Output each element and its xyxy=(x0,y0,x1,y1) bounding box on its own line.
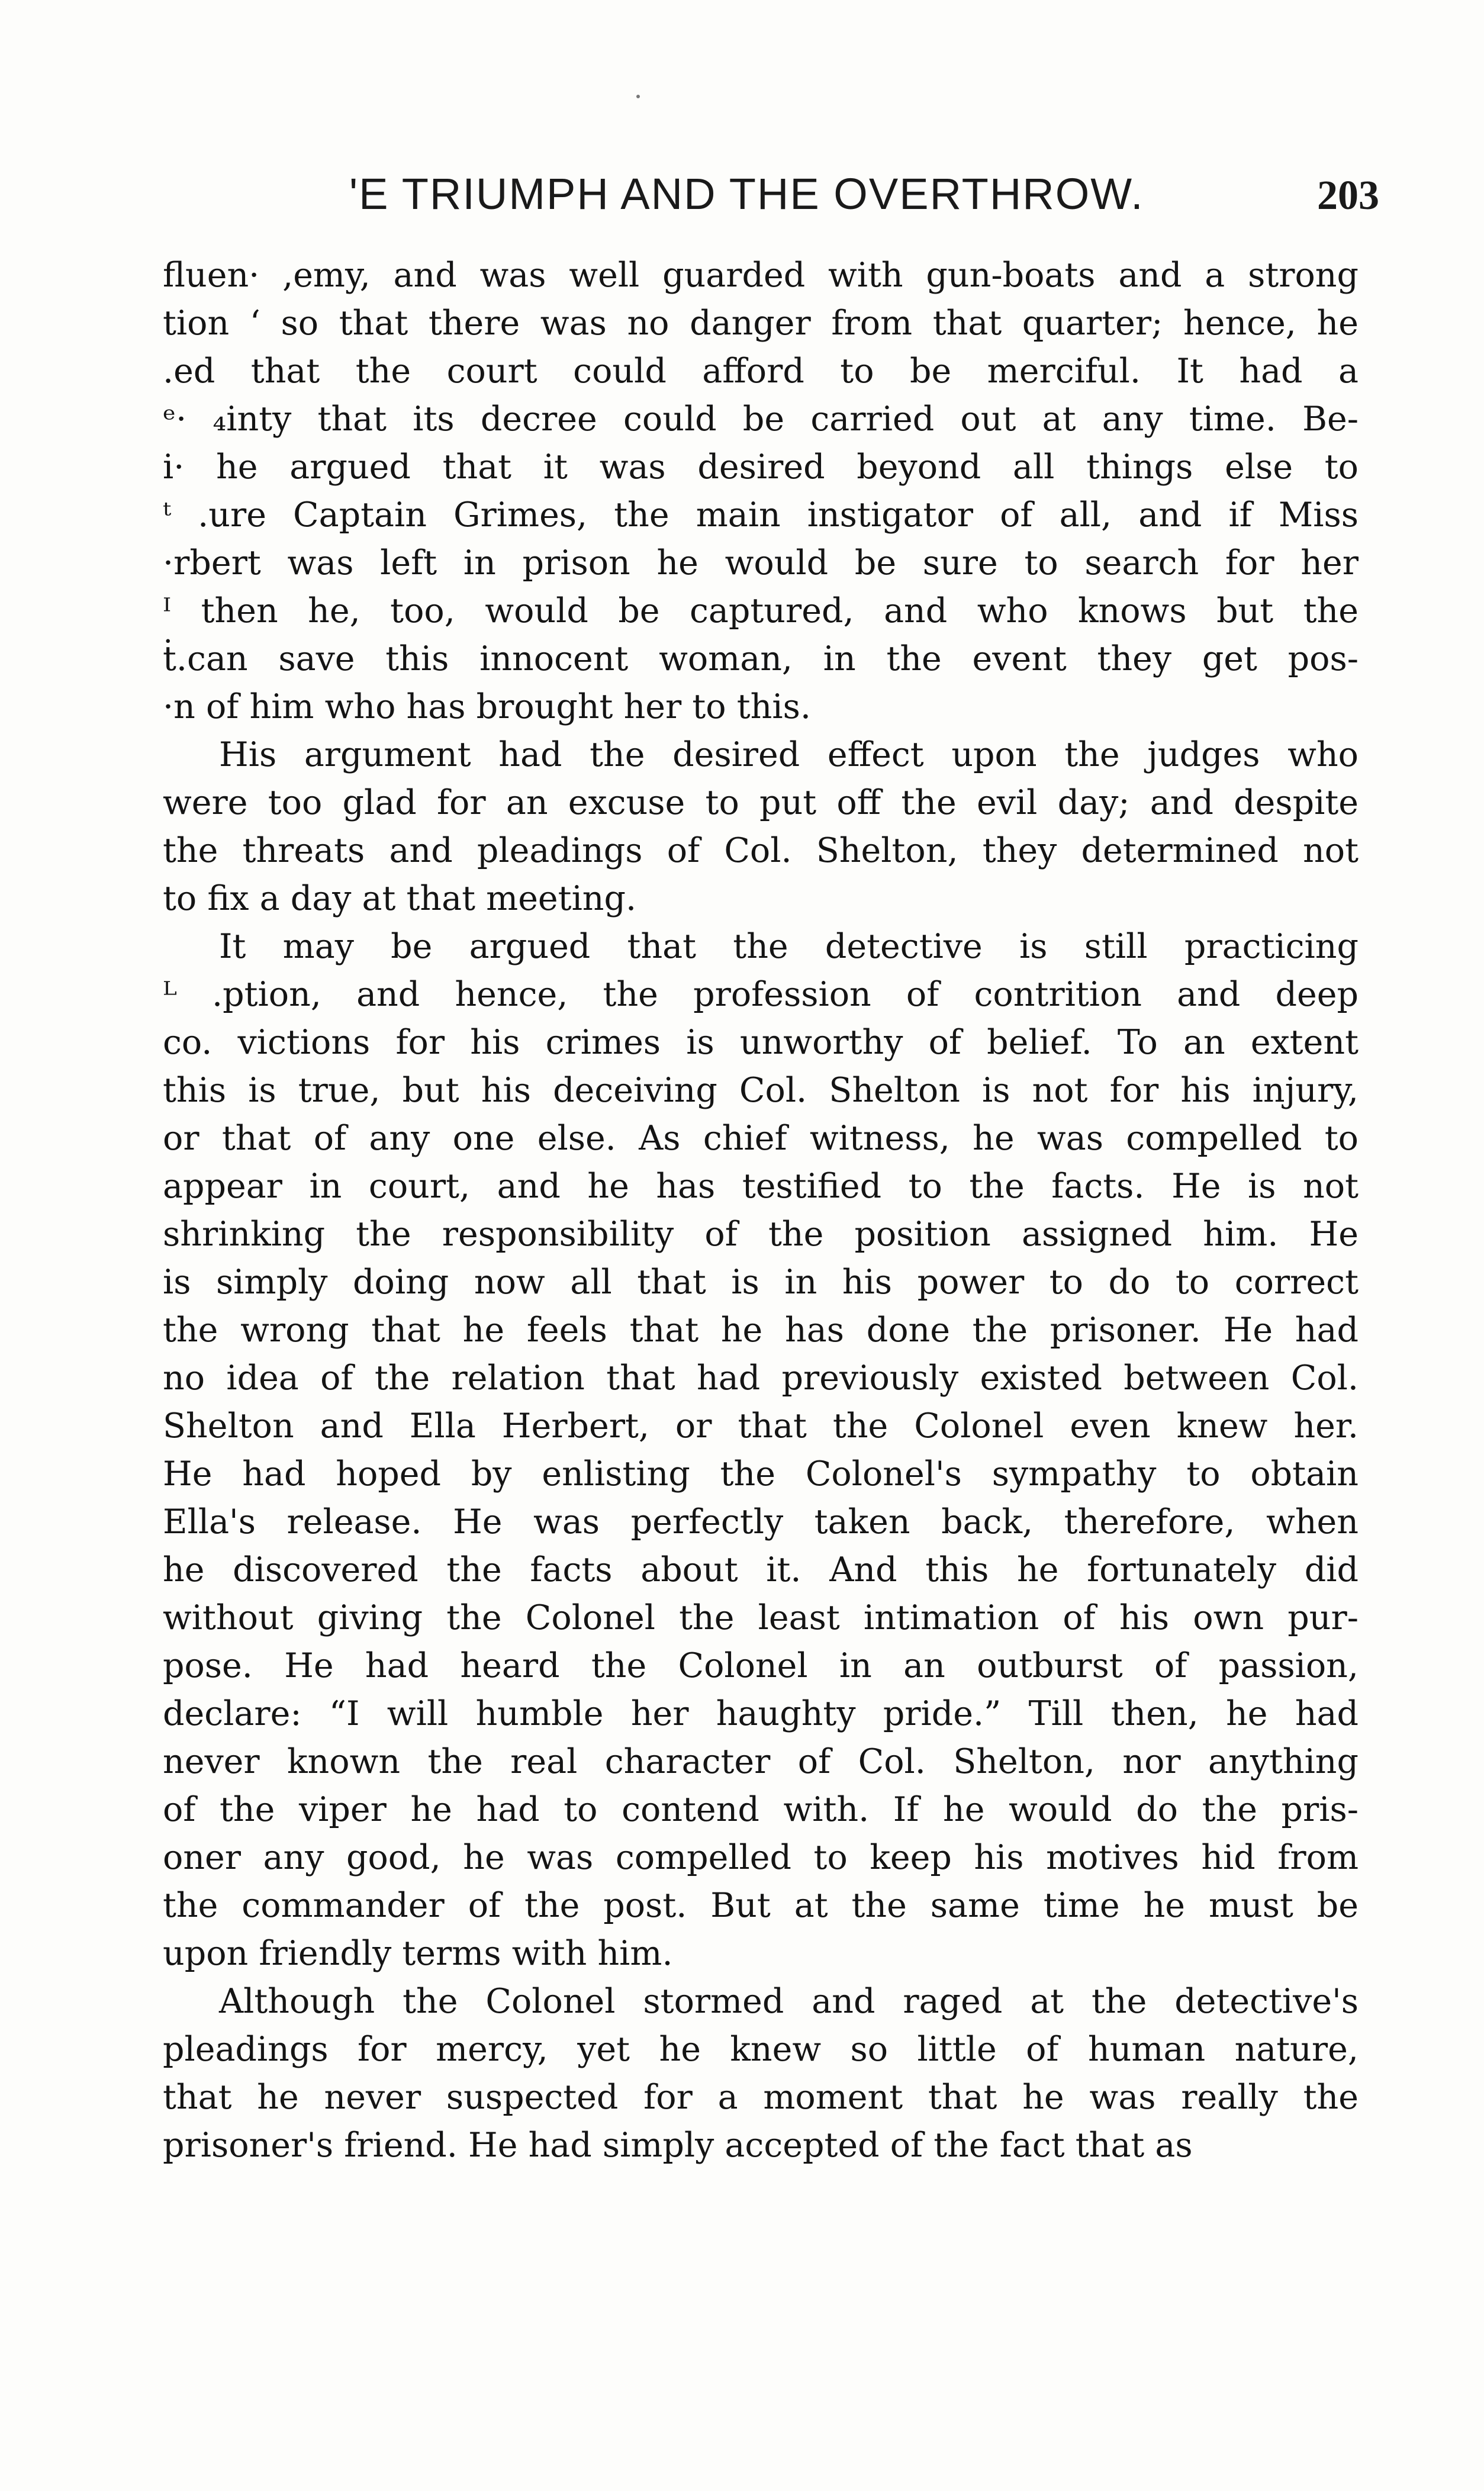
text-line: ṫ.can save this innocent woman, in the event they get pos- xyxy=(163,639,1359,678)
text-line: oner any good, he was compelled to keep his motives hid from xyxy=(163,1838,1359,1877)
text-line: shrinking the responsibility of the position assigned him. He xyxy=(163,1215,1359,1254)
text-line: he discovered the facts about it. And this he fortunately did xyxy=(163,1550,1359,1589)
text-line: ᵗ .ure Captain Grimes, the main instigator of all, and if Miss xyxy=(163,495,1359,535)
text-line: or that of any one else. As chief witness, he was compelled to xyxy=(163,1119,1359,1158)
paragraph xyxy=(163,252,1359,731)
text-line: this is true, but his deceiving Col. Shelton is not for his injury, xyxy=(163,1071,1359,1110)
text-line: ᵉ· ₄inty that its decree could be carried out at any time. Be- xyxy=(163,400,1359,439)
text-line: declare: “I will humble her haughty pride.” Till then, he had xyxy=(163,1694,1359,1733)
text-line: He had hoped by enlisting the Colonel's sympathy to obtain xyxy=(163,1454,1359,1494)
text-line: is simply doing now all that is in his power to do to correct xyxy=(163,1263,1359,1302)
text-line: without giving the Colonel the least intimation of his own pur- xyxy=(163,1598,1359,1637)
text-line: the commander of the post. But at the same time he must be xyxy=(163,1886,1359,1925)
paragraph xyxy=(163,1978,1359,2170)
running-head: 'E TRIUMPH AND THE OVERTHROW. xyxy=(349,169,1144,218)
paragraph xyxy=(163,731,1359,923)
text-line: Although the Colonel stormed and raged at the detective's xyxy=(219,1982,1359,2021)
page-number: 203 xyxy=(1317,173,1379,218)
text-line: no idea of the relation that had previously existed between Col. xyxy=(163,1359,1359,1398)
text-line: of the viper he had to contend with. If he would do the pris- xyxy=(163,1790,1359,1829)
page-header xyxy=(349,169,1379,234)
text-line: never known the real character of Col. Shelton, nor anything xyxy=(163,1742,1359,1781)
text-line: i· he argued that it was desired beyond all things else to xyxy=(163,448,1359,487)
text-line: that he never suspected for a moment that he was really the xyxy=(163,2078,1359,2117)
text-line: fluen· ,emy, and was well guarded with gun-boats and a strong xyxy=(163,256,1359,295)
text-line: Ella's release. He was perfectly taken back, therefore, when xyxy=(163,1502,1359,1541)
text-line: pose. He had heard the Colonel in an outburst of passion, xyxy=(163,1646,1359,1685)
ink-speck xyxy=(636,95,640,98)
text-line: .ed that the court could afford to be merciful. It had a xyxy=(163,352,1359,391)
text-line: pleadings for mercy, yet he knew so little of human nature, xyxy=(163,2030,1359,2069)
text-line: upon friendly terms with him. xyxy=(163,1934,673,1973)
text-line: the wrong that he feels that he has done the prisoner. He had xyxy=(163,1311,1359,1350)
text-line: ᴸ .ption, and hence, the profession of contrition and deep xyxy=(163,975,1359,1014)
text-line: tion ‘ so that there was no danger from that quarter; hence, he xyxy=(163,304,1359,343)
text-line: ᴵ then he, too, would be captured, and who knows but the xyxy=(163,591,1359,630)
text-line: appear in court, and he has testified to the facts. He is not xyxy=(163,1167,1359,1206)
text-line: the threats and pleadings of Col. Shelton, they determined not xyxy=(163,831,1359,870)
body-text xyxy=(163,252,1359,2170)
text-line: prisoner's friend. He had simply accepted of the fact that as xyxy=(163,2126,1193,2165)
text-line: co. victions for his crimes is unworthy of belief. To an extent xyxy=(163,1023,1359,1062)
text-line: It may be argued that the detective is still practicing xyxy=(219,927,1359,966)
text-line: ·n of him who has brought her to this. xyxy=(163,687,811,726)
text-line: ·rbert was left in prison he would be sure to search for her xyxy=(163,543,1359,582)
text-line: Shelton and Ella Herbert, or that the Colonel even knew her. xyxy=(163,1407,1359,1446)
text-line: were too glad for an excuse to put off the evil day; and despite xyxy=(163,783,1359,822)
paragraph xyxy=(163,923,1359,1978)
text-line: His argument had the desired effect upon the judges who xyxy=(219,735,1359,774)
text-line: to fix a day at that meeting. xyxy=(163,879,637,918)
